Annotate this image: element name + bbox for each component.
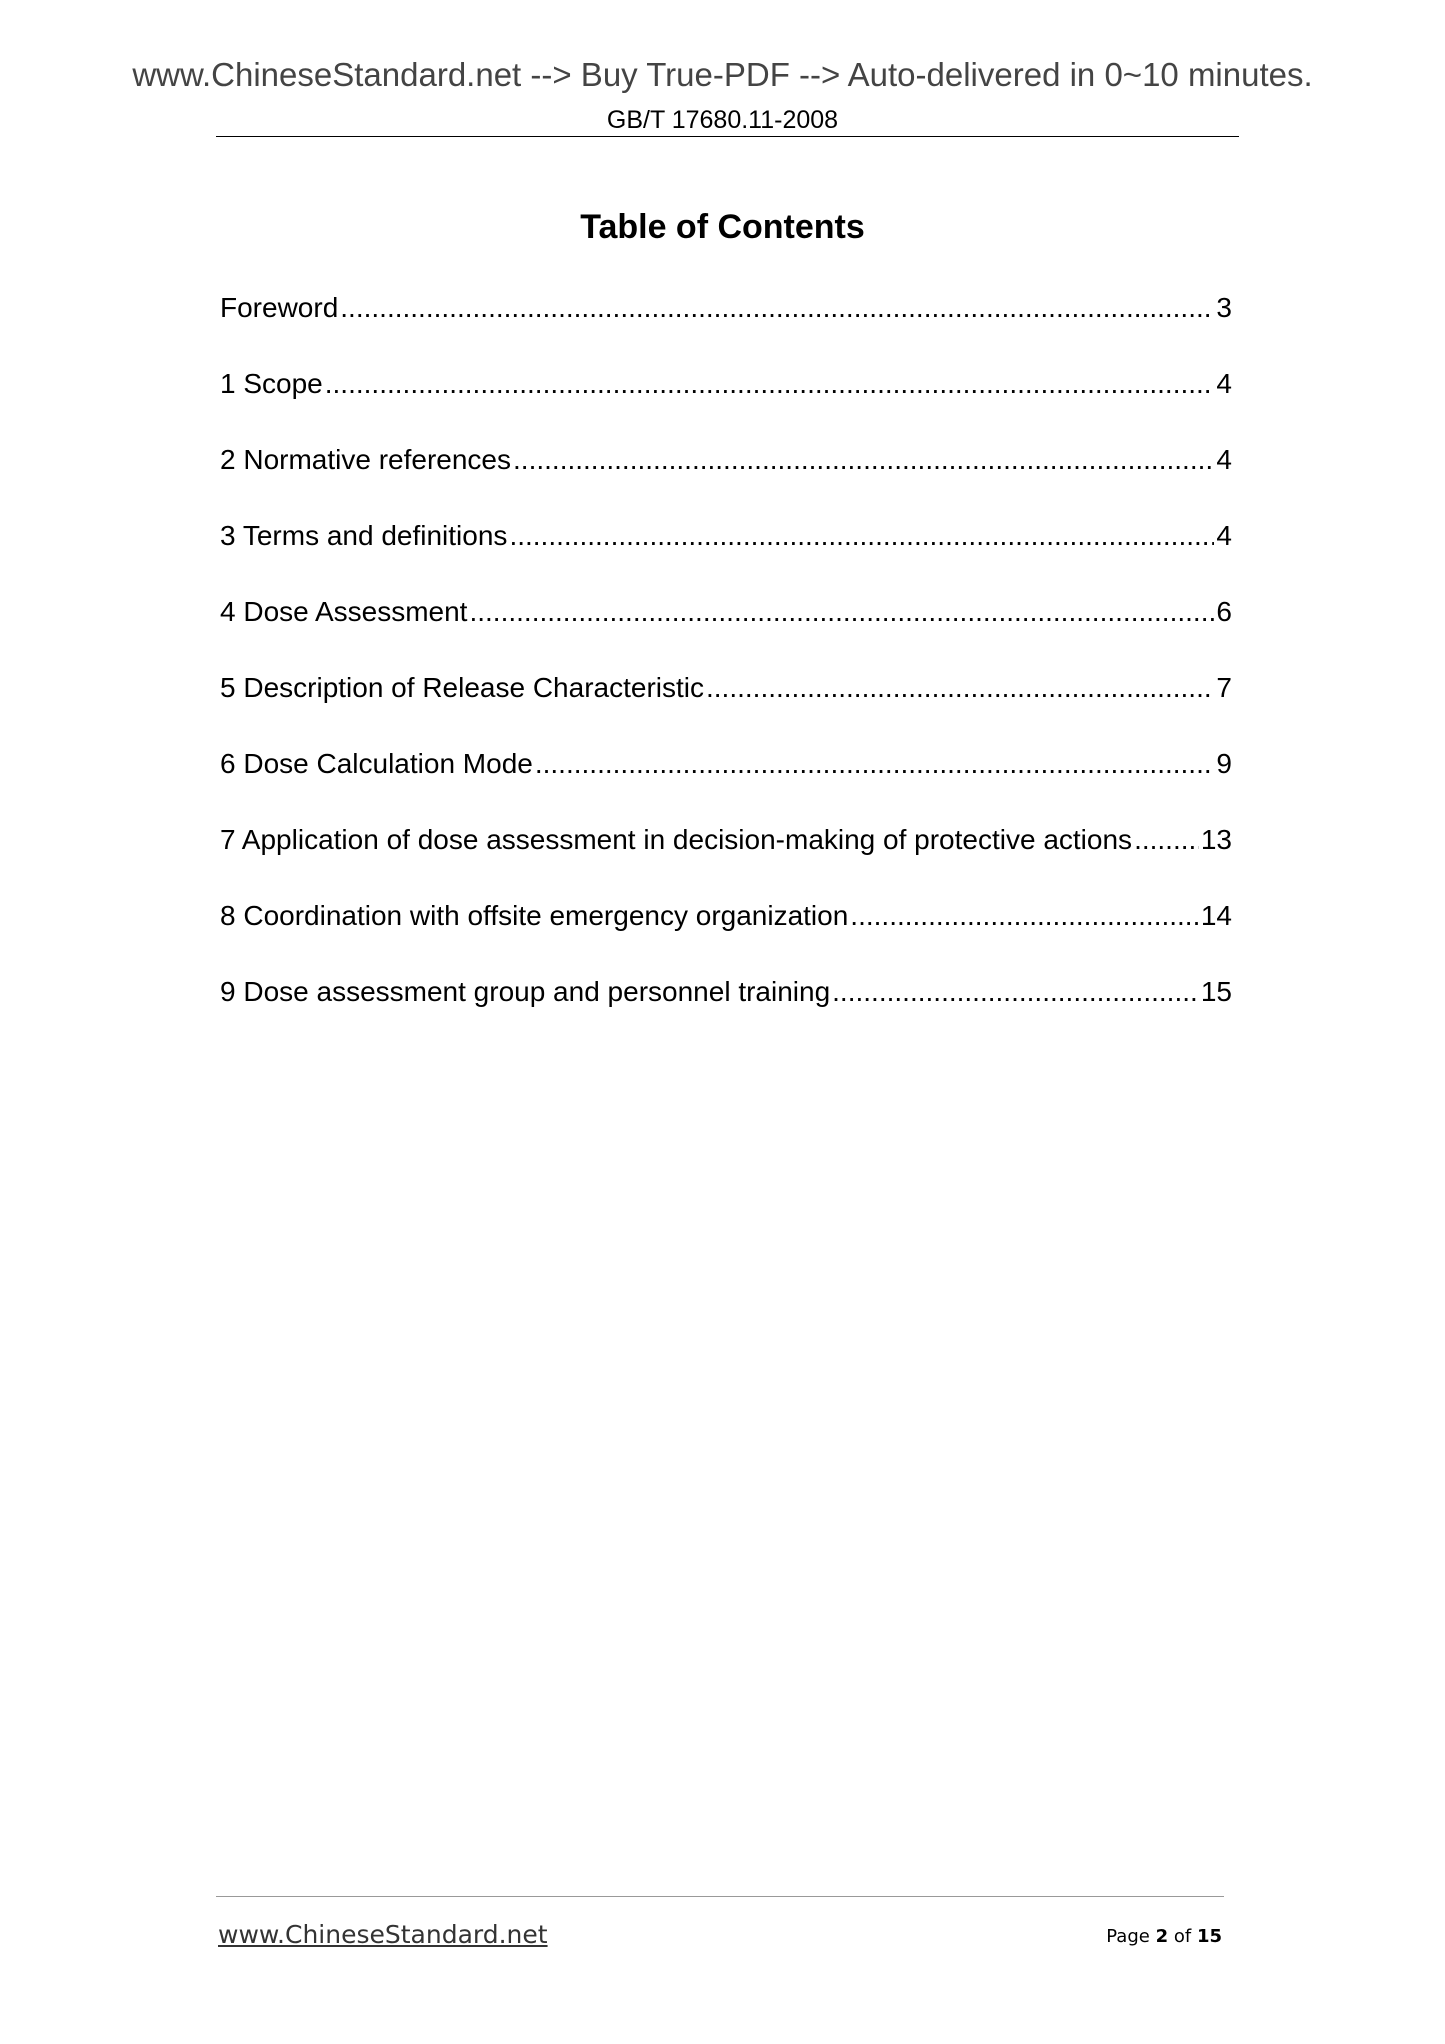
toc-leader-dots — [509, 520, 1214, 552]
footer-website-link[interactable]: www.ChineseStandard.net — [218, 1920, 548, 1949]
table-of-contents — [220, 292, 1232, 1052]
toc-entry[interactable] — [220, 976, 1232, 1052]
toc-leader-dots — [706, 672, 1214, 704]
toc-title: Table of Contents — [580, 208, 865, 246]
toc-entry-label: Foreword — [220, 292, 339, 323]
toc-entry[interactable] — [220, 520, 1232, 596]
page-word: Page — [1106, 1926, 1150, 1947]
toc-entry-page: 4 — [1216, 444, 1232, 475]
standard-code: GB/T 17680.11-2008 — [606, 106, 839, 134]
toc-entry[interactable] — [220, 368, 1232, 444]
toc-entry-label: 6 Dose Calculation Mode — [220, 748, 533, 779]
top-banner: www.ChineseStandard.net --> Buy True-PDF --> Auto-delivered in 0~10 minutes. — [132, 56, 1313, 93]
footer-divider — [216, 1896, 1224, 1897]
toc-entry-page: 3 — [1216, 292, 1232, 323]
toc-leader-dots — [535, 748, 1215, 780]
toc-entry-page: 4 — [1216, 520, 1232, 551]
toc-entry-label: 2 Normative references — [220, 444, 512, 475]
page-number — [1106, 1926, 1222, 1947]
header-divider — [216, 136, 1239, 137]
toc-entry-page: 9 — [1216, 748, 1232, 779]
toc-entry[interactable] — [220, 444, 1232, 520]
toc-leader-dots — [325, 368, 1215, 400]
toc-entry[interactable] — [220, 672, 1232, 748]
toc-leader-dots — [832, 976, 1199, 1008]
toc-entry[interactable] — [220, 900, 1232, 976]
toc-entry[interactable] — [220, 748, 1232, 824]
toc-entry-page: 4 — [1216, 368, 1232, 399]
toc-entry-label: 1 Scope — [220, 368, 323, 399]
toc-entry-page: 15 — [1200, 976, 1232, 1007]
toc-entry-page: 13 — [1200, 824, 1232, 855]
toc-entry-page: 6 — [1216, 596, 1232, 627]
toc-leader-dots — [850, 900, 1199, 932]
page-current: 2 — [1155, 1926, 1169, 1947]
page-of-word: of — [1173, 1926, 1192, 1947]
toc-entry[interactable] — [220, 596, 1232, 672]
toc-leader-dots — [1134, 824, 1199, 856]
toc-leader-dots — [513, 444, 1214, 476]
toc-entry-label: 7 Application of dose assessment in decision-making of protective actions — [220, 824, 1133, 855]
toc-entry-label: 8 Coordination with offsite emergency organization — [220, 900, 849, 931]
page-total: 15 — [1196, 1926, 1222, 1947]
toc-entry-page: 7 — [1216, 672, 1232, 703]
toc-leader-dots — [469, 596, 1214, 628]
toc-entry-page: 14 — [1200, 900, 1232, 931]
toc-entry-label: 4 Dose Assessment — [220, 596, 468, 627]
toc-entry-label: 5 Description of Release Characteristic — [220, 672, 704, 703]
toc-leader-dots — [340, 292, 1214, 324]
toc-entry[interactable] — [220, 292, 1232, 368]
toc-entry-label: 9 Dose assessment group and personnel training — [220, 976, 831, 1007]
toc-entry[interactable] — [220, 824, 1232, 900]
toc-entry-label: 3 Terms and definitions — [220, 520, 508, 551]
